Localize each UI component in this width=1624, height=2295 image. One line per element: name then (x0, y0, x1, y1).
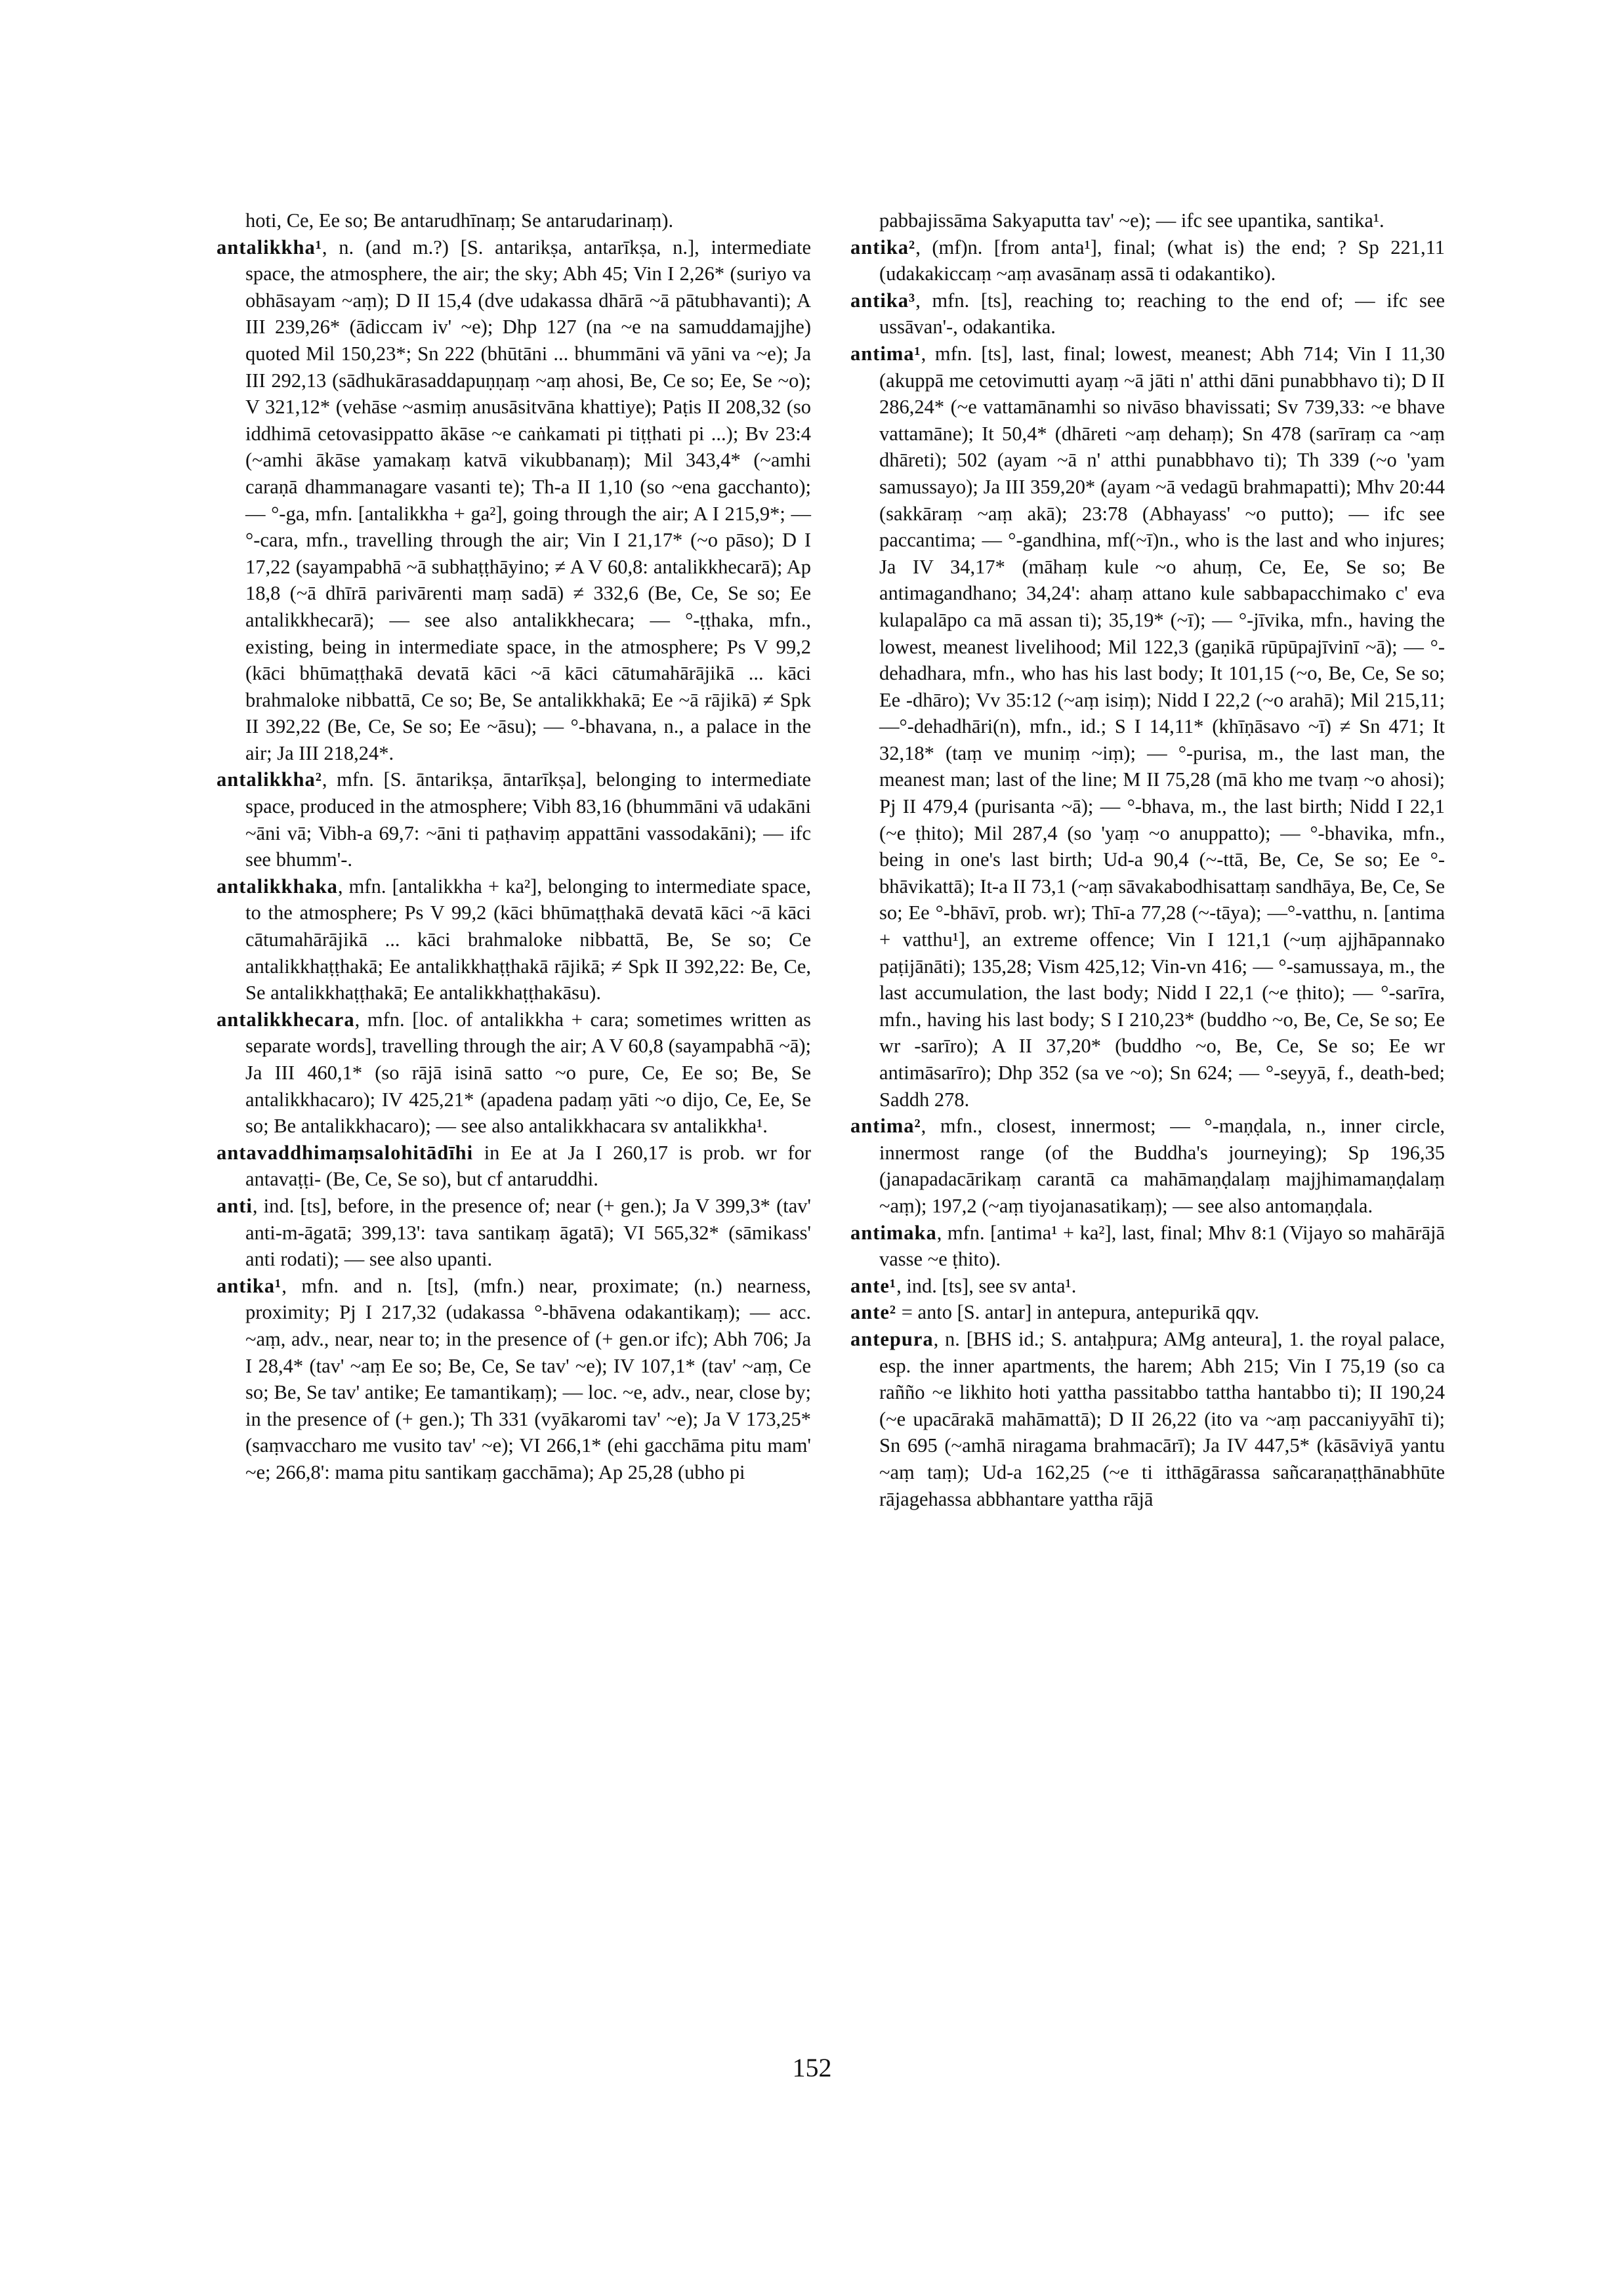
entry-text: = anto [S. antar] in antepura, antepurikā qqv. (896, 1301, 1260, 1324)
entry-text: , mfn. and n. [ts], (mfn.) near, proximate; (n.) nearness, proximity; Pj I 217,32 (udakassa °-bhāvena odakantikaṃ); — acc. ~aṃ, adv., near, near to; in the presence of (+ gen.or ifc); Abh 706; Ja I 28,4* (tav' ~aṃ Ee so; Be, Ce, Se tav' ~e); IV 107,1* (tav' ~aṃ, Ce so; Be, Se tav' antike; Ee tamantikaṃ); — loc. ~e, adv., near, close by; in the presence of (+ gen.); Th 331 (vyākaromi tav' ~e); Ja V 173,25* (saṃvaccharo me vusito tav' ~e); VI 266,1* (ehi gacchāma pitu mam' ~e; 266,8': mama pitu santikaṃ gacchāma); Ap 25,28 (ubho pi (245, 1274, 811, 1483)
headword: antalikkha¹ (217, 236, 322, 258)
dictionary-entry (217, 1140, 811, 1193)
headword: antepura (850, 1327, 934, 1350)
headword: antika³ (850, 289, 916, 312)
entry-text: , mfn., closest, innermost; — °-maṇḍala, n., inner circle, innermost range (of the Buddha's journeying); Sp 196,35 (janapadacārikaṃ carantā ca mahāmaṇḍalaṃ majjhimamaṇḍalaṃ ~aṃ); 197,2 (~aṃ tiyojanasatikaṃ); — see also antomaṇḍala. (879, 1115, 1445, 1217)
entry-text: , mfn. [loc. of antalikkha + cara; sometimes written as separate words], travelling through the air; A V 60,8 (sayampabhā ~ā); Ja III 460,1* (so rājā isinā satto ~o pure, Ce, Ee so; Be, Se antalikkhacaro); IV 425,21* (apadena padaṃ yāti ~o dijo, Ce, Ee, Se so; Be antalikkhacaro); — see also antalikkhacara sv antalikkha¹. (245, 1008, 811, 1138)
headword: antavaddhimaṃsalohitādīhi (217, 1141, 474, 1164)
entry-text: , ind. [ts], see sv anta¹. (896, 1274, 1077, 1297)
entry-text: pabbajissāma Sakyaputta tav' ~e); — ifc see upantika, santika¹. (879, 209, 1385, 232)
entry-text: , (mf)n. [from anta¹], final; (what is) the end; ? Sp 221,11 (udakakiccaṃ ~aṃ avasānaṃ assā ti odakantiko). (879, 236, 1445, 285)
dictionary-entry (850, 1326, 1445, 1512)
headword: antika¹ (217, 1274, 282, 1297)
dictionary-entry (850, 341, 1445, 1113)
dictionary-entry (850, 234, 1445, 287)
dictionary-entry (850, 1299, 1445, 1326)
headword: antima² (850, 1115, 921, 1138)
headword: ante¹ (850, 1274, 897, 1297)
dictionary-entry (217, 766, 811, 873)
entry-text: , mfn. [S. āntarikṣa, āntarīkṣa], belonging to intermediate space, produced in the atmosphere; Vibh 83,16 (bhummāni vā udakāni ~āni vā; Vibh-a 69,7: ~āni ti paṭhaviṃ appattāni vassodakāni); — ifc see bhumm'-. (245, 768, 811, 871)
entry-text: hoti, Ce, Ee so; Be antarudhīnaṃ; Se antarudarinaṃ). (245, 209, 674, 232)
headword: antalikkhecara (217, 1008, 355, 1031)
dictionary-entry (217, 1193, 811, 1273)
page-number: 152 (792, 2053, 832, 2082)
dictionary-entry (850, 207, 1445, 234)
dictionary-entry (850, 1273, 1445, 1300)
entry-text: , mfn. [ts], reaching to; reaching to the end of; — ifc see ussāvan'-, odakantika. (879, 289, 1445, 339)
dictionary-entry (217, 207, 811, 234)
dictionary-entry (217, 1273, 811, 1486)
dictionary-entry (217, 234, 811, 767)
entry-text: in Ee at Ja I 260,17 is prob. wr for antavaṭṭi- (Be, Ce, Se so), but cf antaruddhi. (245, 1141, 811, 1191)
headword: antimaka (850, 1221, 937, 1244)
dictionary-entry (850, 1113, 1445, 1219)
headword: antalikkha² (217, 768, 322, 791)
dictionary-entry (850, 1220, 1445, 1273)
entry-text: , n. [BHS id.; S. antaḥpura; AMg anteura], 1. the royal palace, esp. the inner apartments, the harem; Abh 215; Vin I 75,19 (so ca rañño ~e likhito hoti yattha passitabbo tattha hantabbo ti); II 190,24 (~e upacārakā mahāmattā); D II 26,22 (ito va ~aṃ paccaniyyāhī ti); Sn 695 (~amhā niragama brahmacārī); Ja IV 447,5* (kāsāviyā yantu ~aṃ taṃ); Ud-a 162,25 (~e ti itthāgārassa sañcaraṇaṭṭhānabhūte rājagehassa abbhantare yattha rājā (879, 1327, 1445, 1510)
entry-text: , mfn. [ts], last, final; lowest, meanest; Abh 714; Vin I 11,30 (akuppā me cetovimutti ayaṃ ~ā jāti n' atthi dāni punabbhavo ti); D II 286,24* (~e vattamānamhi so nivāso bhavissati; Sv 739,33: ~e bhave vattamāne); It 50,4* (dhāreti ~aṃ dehaṃ); Sn 478 (sarīraṃ ca ~aṃ dhāreti); 502 (ayam ~ā n' atthi punabbhavo ti); Th 339 (~o 'yam samussayo); Ja III 359,20* (ayam ~ā vedagū brahmapatti); Mhv 20:44 (sakkāraṃ ~aṃ akā); 23:78 (Abhayass' ~o putto); — ifc see paccantima; — °-gandhina, mf(~ī)n., who is the last and who injures; Ja IV 34,17* (māhaṃ kule ~o ahuṃ, Ce, Ee, Se so; Be antimagandhano; 34,24': ahaṃ attano kule sabbapacchimako c' eva kulapalāpo ca mā assan ti); 35,19* (~ī); — °-jīvika, mfn., having the lowest, meanest livelihood; Mil 122,3 (gaṇikā rūpūpajīvinī ~ā); — °-dehadhara, mfn., who has his last body; It 101,15 (~o, Be, Ce, Se so; Ee -dhāro); Vv 35:12 (~aṃ isiṃ); Nidd I 22,2 (~o arahā); Mil 215,11; —°-dehadhāri(n), mfn., id.; S I 14,11* (khīṇāsavo ~ī) ≠ Sn 471; It 32,18* (taṃ ve muniṃ ~iṃ); — °-purisa, m., the last man, the meanest man; last of the line; M II 75,28 (mā kho me tvaṃ ~o ahosi); Pj II 479,4 (purisanta ~ā); — °-bhava, m., the last birth; Nidd I 22,1 (~e ṭhito); Mil 287,4 (so 'yaṃ ~o anuppatto); — °-bhavika, mfn., being in one's last birth; Ud-a 90,4 (~-ttā, Be, Ce, Se so; Ee °-bhāvikattā); It-a II 73,1 (~aṃ sāvakabodhisattaṃ sandhāya, Be, Ce, Se so; Ee °-bhāvī, prob. wr); Thī-a 77,28 (~-tāya); —°-vatthu, n. [antima + vatthu¹], an extreme offence; Vin I 121,1 (~uṃ ajjhāpannako paṭijānāti); 135,28; Vism 425,12; Vin-vn 416; — °-samussaya, m., the last accumulation, the last body; Nidd I 22,1 (~e ṭhito); — °-sarīra, mfn., having his last body; S I 210,23* (buddho ~o, Be, Ce, Se so; Ee wr -sarīro); A II 37,20* (buddho ~o, Be, Ce, Se so; Ee wr antimāsarīro); Dhp 352 (sa ve ~o); Sn 624; — °-seyyā, f., death-bed; Saddh 278. (879, 342, 1445, 1111)
entry-text: , n. (and m.?) [S. antarikṣa, antarīkṣa, n.], intermediate space, the atmosphere, the air; the sky; Abh 45; Vin I 2,26* (suriyo va obhāsayam ~aṃ); D II 15,4 (dve udakassa dhārā ~ā pātubhavanti); A III 239,26* (ādiccam iv' ~e); Dhp 127 (na ~e na samuddamajjhe) quoted Mil 150,23*; Sn 222 (bhūtāni ... bhummāni vā yāni va ~e); Ja III 292,13 (sādhukārasaddapuṇṇaṃ ~aṃ ahosi, Be, Ce so; Ee, Se ~o); V 321,12* (vehāse ~asmiṃ anusāsitvāna khattiye); Paṭis II 208,32 (so iddhimā cetovasippatto ākāse ~e caṅkamati pi tiṭṭhati pi ...); Bv 23:4 (~amhi ākāse yamakaṃ katvā vikubbanaṃ); Mil 343,4* (~amhi caraṇā dhammanagare vasanti te); Th-a II 1,10 (so ~ena gacchanto); — °-ga, mfn. [antalikkha + ga²], going through the air; A I 215,9*; — °-cara, mfn., travelling through the air; Vin I 21,17* (~o pāso); D I 17,22 (sayampabhā ~ā subhaṭṭhāyino; ≠ A V 60,8: antalikkhecarā); Ap 18,8 (~ā dhīrā parivārenti maṃ sadā) ≠ 332,6 (Be, Ce, Se so; Ee antalikkhecarā); — see also antalikkhecara; — °-ṭṭhaka, mfn., existing, being in intermediate space, in the atmosphere; Ps V 99,2 (kāci bhūmaṭṭhakā devatā kāci ~ā kāci cātumahārājikā ... kāci brahmaloke nibbattā, Ce so; Be, Se antalikkhakā; Ee ~ā rājikā) ≠ Spk II 392,22 (Be, Ce, Se so; Ee ~āsu); — °-bhavana, n., a palace in the air; Ja III 218,24*. (245, 236, 811, 764)
entry-text: , mfn. [antima¹ + ka²], last, final; Mhv 8:1 (Vijayo so mahārājā vasse ~e ṭhito). (879, 1221, 1445, 1271)
headword: ante² (850, 1301, 897, 1324)
headword: antika² (850, 236, 916, 258)
left-column (217, 207, 811, 1486)
dictionary-entry (217, 1006, 811, 1140)
headword: antalikkhaka (217, 875, 338, 898)
entry-text: , ind. [ts], before, in the presence of; near (+ gen.); Ja V 399,3* (tav' anti-m-āgatā; 399,13': tava santikaṃ āgatā); VI 565,32* (sāmikass' anti rodati); — see also upanti. (245, 1194, 811, 1271)
headword: antima¹ (850, 342, 921, 365)
headword: anti (217, 1194, 253, 1217)
dictionary-entry (850, 287, 1445, 341)
entry-text: , mfn. [antalikkha + ka²], belonging to intermediate space, to the atmosphere; Ps V 99,2 (kāci bhūmaṭṭhakā devatā kāci ~ā kāci cātumahārājikā ... kāci brahmaloke nibbattā, Be, Se so; Ce antalikkhaṭṭhakā; Ee antalikkhaṭṭhakā rājikā; ≠ Spk II 392,22: Be, Ce, Se antalikkhaṭṭhakā; Ee antalikkhaṭṭhakāsu). (245, 875, 811, 1004)
right-column (850, 207, 1445, 1512)
dictionary-entry (217, 873, 811, 1006)
